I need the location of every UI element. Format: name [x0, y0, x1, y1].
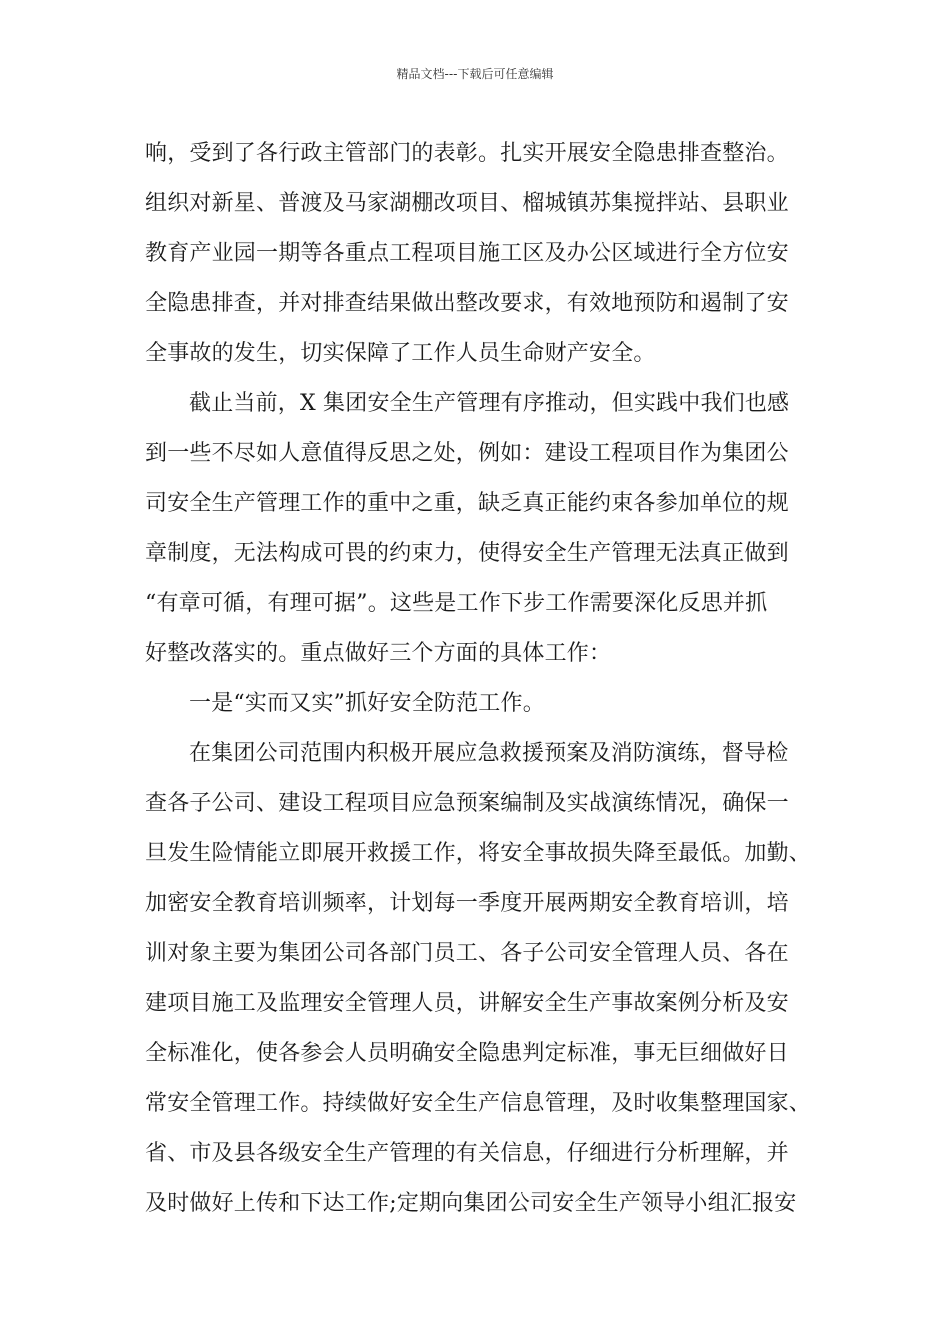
text-line: 旦发生险情能立即展开救援工作，将安全事故损失降至最低。加勤、: [145, 841, 812, 866]
text-line: 训对象主要为集团公司各部门员工、各子公司安全管理人员、各在: [145, 941, 789, 966]
document-body: [145, 129, 815, 1229]
text-line: 全标准化，使各参会人员明确安全隐患判定标准，事无巨细做好日: [145, 1041, 789, 1066]
text-line: 司安全生产管理工作的重中之重，缺乏真正能约束各参加单位的规: [145, 491, 789, 516]
text-line: 到一些不尽如人意值得反思之处，例如：建设工程项目作为集团公: [145, 441, 789, 466]
text-line: 教育产业园一期等各重点工程项目施工区及办公区域进行全方位安: [145, 241, 789, 266]
text-line: 省、市及县各级安全生产管理的有关信息，仔细进行分析理解，并: [145, 1141, 789, 1166]
text-line: 查各子公司、建设工程项目应急预案编制及实战演练情况，确保一: [145, 791, 789, 816]
text-line: 常安全管理工作。持续做好安全生产信息管理，及时收集整理国家、: [145, 1091, 812, 1116]
paragraph-start-line: 在集团公司范围内积极开展应急救援预案及消防演练，督导检: [189, 741, 789, 766]
text-line: 加密安全教育培训频率，计划每一季度开展两期安全教育培训，培: [145, 891, 789, 916]
page-header: 精品文档---下载后可任意编辑: [396, 67, 554, 81]
text-line: 章制度，无法构成可畏的约束力，使得安全生产管理无法真正做到: [145, 541, 789, 566]
text-line: 建项目施工及监理安全管理人员，讲解安全生产事故案例分析及安: [145, 991, 789, 1016]
text-line: 组织对新星、普渡及马家湖棚改项目、榴城镇苏集搅拌站、县职业: [145, 191, 789, 216]
text-line: 全隐患排查，并对排查结果做出整改要求，有效地预防和遏制了安: [145, 291, 789, 316]
section-heading: 一是“实而又实”抓好安全防范工作。: [189, 691, 545, 716]
text-line: “有章可循，有理可据”。这些是工作下步工作需要深化反思并抓: [145, 591, 768, 616]
text-line: 好整改落实的。重点做好三个方面的具体工作：: [145, 641, 612, 666]
text-line: 全事故的发生，切实保障了工作人员生命财产安全。: [145, 341, 656, 366]
text-line: 响，受到了各行政主管部门的表彰。扎实开展安全隐患排查整治。: [145, 141, 789, 166]
paragraph-start-line: 截止当前，X 集团安全生产管理有序推动，但实践中我们也感: [189, 391, 790, 416]
text-line: 及时做好上传和下达工作;定期向集团公司安全生产领导小组汇报安: [145, 1191, 797, 1216]
